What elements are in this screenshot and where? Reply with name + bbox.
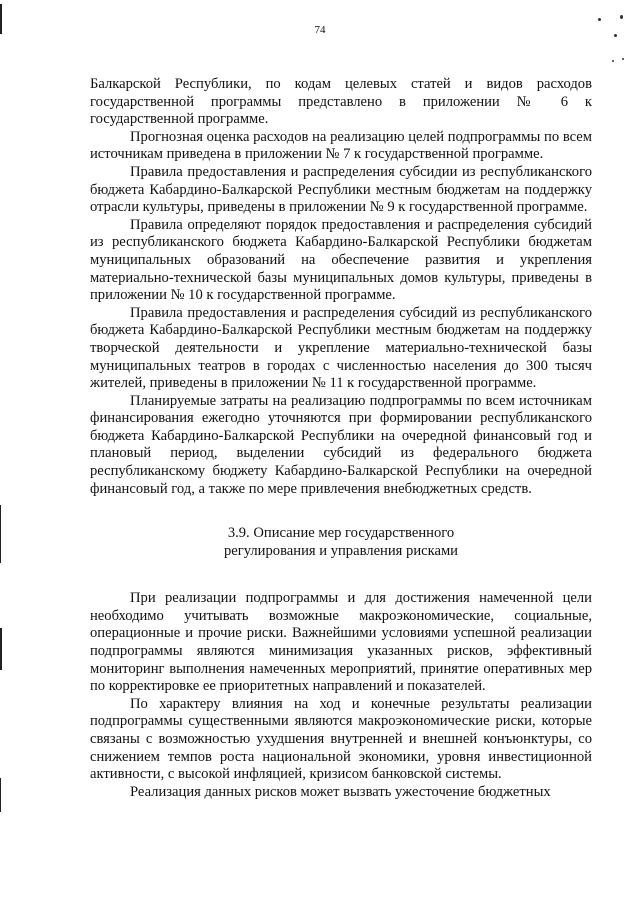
scan-dot [598, 18, 601, 21]
paragraph: Прогнозная оценка расходов на реализацию целей подпрограммы по всем источникам приведена в приложении № 7 к государственной программе. [90, 128, 592, 163]
section-heading-line-2: регулирования и управления рисками [223, 543, 458, 560]
scan-edge-mark-middle [0, 505, 1, 563]
scan-dot [612, 60, 614, 62]
paragraphs-after-heading [90, 590, 592, 801]
scan-dot [622, 58, 624, 60]
paragraph: Балкарской Республики, по кодам целевых статей и видов расходов государственной программы представлено в приложении № 6 к государственной программе. [90, 76, 592, 128]
paragraph: Планируемые затраты на реализацию подпрограммы по всем источникам финансирования ежегодно уточняются при формировании республиканского бюджета Кабардино-Балкарской Республики на очередной финансовый год и плановый период, выделении субсидий из федерального бюджета республиканскому бюджету Кабардино-Балкарской Республики на очередной финансовый год, а также по мере привлечения внебюджетных средств. [90, 392, 592, 497]
paragraph: При реализации подпрограммы и для достижения намеченной цели необходимо учитывать возможные макроэкономические, социальные, операционные и прочие риски. Важнейшими условиями успешной реализации подпрограммы являются минимизация указанных рисков, эффективный мониторинг выполнения намеченных мероприятий, принятие оперативных мер по корректировке ее приоритетных направлений и показателей. [90, 590, 592, 695]
paragraph: Правила определяют порядок предоставления и распределения субсидий из республиканского бюджета Кабардино-Балкарской Республики бюджетам муниципальных образований на обеспечение развития и укрепления материально-технической базы муниципальных домов культуры, приведены в приложении № 10 к государственной программе. [90, 216, 592, 304]
paragraphs-before-heading [90, 76, 592, 498]
scan-edge-mark-bottom [0, 778, 1, 812]
body-text [90, 76, 592, 801]
section-heading [90, 524, 592, 560]
paragraph: Правила предоставления и распределения субсидии из республиканского бюджета Кабардино-Балкарской Республики местным бюджетам на поддержку отрасли культуры, приведены в приложении № 9 к государственной программе. [90, 163, 592, 216]
scan-dot [620, 15, 623, 19]
paragraph: Правила предоставления и распределения субсидий из республиканского бюджета Кабардино-Балкарской Республики местным бюджетам на поддержку творческой деятельности и укрепление материально-технической базы муниципальных театров в городах с численностью населения до 300 тысяч жителей, приведены в приложении № 11 к государственной программе. [90, 304, 592, 392]
paragraph: Реализация данных рисков может вызвать ужесточение бюджетных [130, 783, 551, 800]
paragraph: По характеру влияния на ход и конечные результаты реализации подпрограммы существенными являются макроэкономические риски, которые связаны с возможностью ухудшения внутренней и внешней конъюнктуры, со снижением темпов роста национальной экономики, уровня инвестиционной активности, с высокой инфляцией, кризисом банковской системы. [90, 695, 592, 783]
section-heading-line-1: 3.9. Описание мер государственного [227, 525, 455, 542]
page-number: 74 [314, 24, 326, 36]
scan-edge-mark-lower [0, 628, 2, 670]
